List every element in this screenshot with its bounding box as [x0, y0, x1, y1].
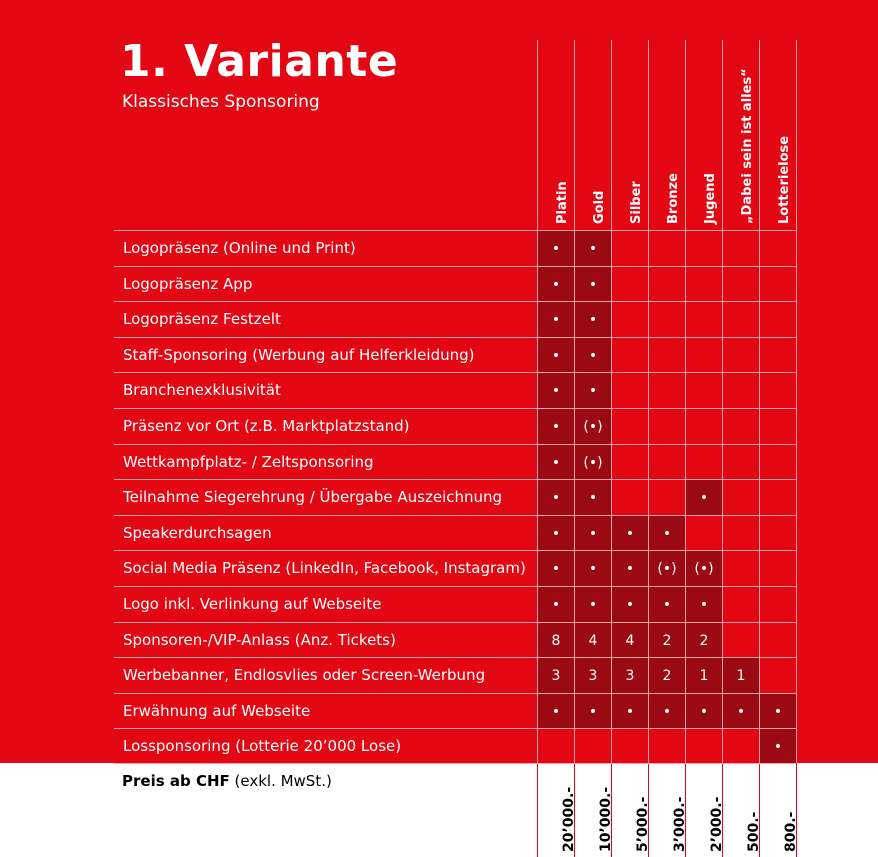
- table-cell: •: [686, 480, 722, 515]
- table-cell: •: [575, 587, 611, 622]
- table-cell: [612, 267, 648, 302]
- table-cell: •: [723, 694, 759, 729]
- column-header: [685, 14, 722, 224]
- table-cell: 8: [538, 623, 574, 658]
- table-cell: [686, 267, 722, 302]
- price-value: 10’000.-: [598, 786, 614, 852]
- table-cell: •: [538, 409, 574, 444]
- price-label: [122, 772, 332, 790]
- column-header-label: Gold: [592, 190, 607, 224]
- table-cell: [575, 729, 611, 764]
- column-header: [648, 14, 685, 224]
- row-label: Erwähnung auf Webseite: [123, 702, 311, 720]
- row-label: Teilnahme Siegerehrung / Übergabe Auszeichnung: [123, 488, 503, 506]
- table-cell: [649, 231, 685, 266]
- price-cell: [685, 766, 725, 854]
- table-cell: •: [538, 551, 574, 586]
- row-label: Logopräsenz App: [123, 275, 253, 293]
- table-cell: [723, 587, 759, 622]
- column-header: [574, 14, 611, 224]
- table-cell: [612, 480, 648, 515]
- table-cell: •: [538, 302, 574, 337]
- table-cell: [612, 409, 648, 444]
- table-cell: [723, 302, 759, 337]
- table-cell: [649, 267, 685, 302]
- row-label: Wettkampfplatz- / Zeltsponsoring: [123, 453, 374, 471]
- table-cell: •: [538, 373, 574, 408]
- table-cell: [760, 302, 796, 337]
- table-cell: •: [575, 480, 611, 515]
- table-cell: [612, 445, 648, 480]
- page-title: 1. Variante: [120, 36, 399, 87]
- page-subtitle: Klassisches Sponsoring: [122, 92, 320, 112]
- table-cell: [649, 338, 685, 373]
- price-value: 800.-: [783, 811, 799, 852]
- table-cell: [612, 302, 648, 337]
- table-cell: •: [612, 694, 648, 729]
- table-cell: 2: [649, 658, 685, 693]
- table-cell: [649, 480, 685, 515]
- table-cell: [760, 623, 796, 658]
- column-header-label: Bronze: [666, 173, 681, 224]
- table-cell: •: [612, 516, 648, 551]
- table-cell: 4: [612, 623, 648, 658]
- table-cell: [723, 409, 759, 444]
- table-cell: •: [649, 587, 685, 622]
- row-label: Staff-Sponsoring (Werbung auf Helferkleidung): [123, 346, 475, 364]
- row-label: Sponsoren-/VIP-Anlass (Anz. Tickets): [123, 631, 396, 649]
- table-cell: [538, 729, 574, 764]
- price-value: 500.-: [746, 811, 762, 852]
- price-cell: [537, 766, 577, 854]
- table-cell: 1: [723, 658, 759, 693]
- price-label-note: (exkl. MwSt.): [229, 772, 332, 790]
- price-value: 2’000.-: [709, 796, 725, 852]
- table-cell: [649, 409, 685, 444]
- row-label: Lossponsoring (Lotterie 20’000 Lose): [123, 737, 402, 755]
- table-cell: [760, 587, 796, 622]
- table-cell: [649, 729, 685, 764]
- table-cell: [723, 729, 759, 764]
- table-cell: (•): [649, 551, 685, 586]
- table-cell: 1: [686, 658, 722, 693]
- row-label: Logopräsenz Festzelt: [123, 310, 281, 328]
- table-cell: 3: [575, 658, 611, 693]
- table-cell: •: [686, 587, 722, 622]
- table-cell: [686, 729, 722, 764]
- table-cell: •: [538, 516, 574, 551]
- price-cell: [574, 766, 614, 854]
- table-cell: •: [612, 587, 648, 622]
- table-cell: [686, 409, 722, 444]
- table-cell: •: [575, 231, 611, 266]
- price-cell: [611, 766, 651, 854]
- table-cell: •: [538, 267, 574, 302]
- table-cell: 2: [686, 623, 722, 658]
- table-cell: [686, 445, 722, 480]
- table-cell: [686, 302, 722, 337]
- table-cell: •: [575, 694, 611, 729]
- row-label: Werbebanner, Endlosvlies oder Screen-Werbung: [123, 666, 486, 684]
- table-cell: •: [649, 694, 685, 729]
- row-label: Branchenexklusivität: [123, 381, 281, 399]
- table-cell: •: [575, 551, 611, 586]
- table-cell: [723, 551, 759, 586]
- table-cell: [612, 231, 648, 266]
- table-cell: [723, 373, 759, 408]
- row-label: Social Media Präsenz (LinkedIn, Facebook, Instagram): [123, 559, 526, 577]
- table-cell: [723, 516, 759, 551]
- table-cell: [760, 658, 796, 693]
- column-header: [759, 14, 796, 224]
- table-cell: [760, 373, 796, 408]
- table-cell: [612, 338, 648, 373]
- table-cell: •: [538, 694, 574, 729]
- table-cell: (•): [686, 551, 722, 586]
- grid-vline: [796, 40, 797, 763]
- row-label: Logopräsenz (Online und Print): [123, 239, 356, 257]
- table-cell: •: [538, 480, 574, 515]
- table-cell: [723, 267, 759, 302]
- price-label-currency: Preis ab CHF: [122, 772, 230, 790]
- column-header: [611, 14, 648, 224]
- row-label: Logo inkl. Verlinkung auf Webseite: [123, 595, 382, 613]
- table-cell: •: [649, 516, 685, 551]
- table-cell: •: [575, 516, 611, 551]
- table-cell: [760, 267, 796, 302]
- table-cell: [723, 480, 759, 515]
- table-cell: •: [575, 338, 611, 373]
- table-cell: (•): [575, 409, 611, 444]
- table-cell: [760, 445, 796, 480]
- table-cell: 3: [538, 658, 574, 693]
- table-cell: [686, 516, 722, 551]
- table-cell: •: [612, 551, 648, 586]
- column-header: [722, 14, 759, 224]
- table-cell: [686, 231, 722, 266]
- price-cell: [759, 766, 799, 854]
- table-cell: •: [760, 694, 796, 729]
- table-cell: [723, 338, 759, 373]
- table-cell: [649, 302, 685, 337]
- price-cell: [722, 766, 762, 854]
- table-cell: [723, 445, 759, 480]
- table-cell: [723, 623, 759, 658]
- table-cell: [649, 373, 685, 408]
- column-header: [537, 14, 574, 224]
- row-label: Präsenz vor Ort (z.B. Marktplatzstand): [123, 417, 410, 435]
- table-cell: [760, 516, 796, 551]
- table-cell: •: [575, 267, 611, 302]
- table-cell: •: [575, 302, 611, 337]
- price-value: 5’000.-: [635, 796, 651, 852]
- table-cell: [723, 231, 759, 266]
- table-cell: [612, 373, 648, 408]
- table-cell: [760, 409, 796, 444]
- table-cell: 2: [649, 623, 685, 658]
- row-label: Speakerdurchsagen: [123, 524, 272, 542]
- table-cell: [760, 231, 796, 266]
- price-cell: [648, 766, 688, 854]
- table-cell: [760, 551, 796, 586]
- table-cell: [686, 373, 722, 408]
- table-cell: (•): [575, 445, 611, 480]
- table-cell: 4: [575, 623, 611, 658]
- table-cell: •: [760, 729, 796, 764]
- table-cell: •: [538, 445, 574, 480]
- table-cell: •: [575, 373, 611, 408]
- table-cell: [649, 445, 685, 480]
- grid-hline: [114, 763, 796, 764]
- table-cell: [760, 480, 796, 515]
- table-cell: •: [538, 338, 574, 373]
- column-header-label: Jugend: [703, 173, 718, 224]
- table-cell: [686, 338, 722, 373]
- column-header-label: Lotterielose: [777, 135, 792, 224]
- table-cell: [612, 729, 648, 764]
- table-cell: •: [538, 587, 574, 622]
- column-header-label: „Dabei sein ist alles“: [740, 68, 755, 224]
- table-cell: 3: [612, 658, 648, 693]
- table-cell: •: [538, 231, 574, 266]
- table-cell: [760, 338, 796, 373]
- price-value: 3’000.-: [672, 796, 688, 852]
- column-header-label: Platin: [555, 181, 570, 224]
- table-cell: •: [686, 694, 722, 729]
- column-header-label: Silber: [629, 181, 644, 224]
- price-value: 20’000.-: [561, 786, 577, 852]
